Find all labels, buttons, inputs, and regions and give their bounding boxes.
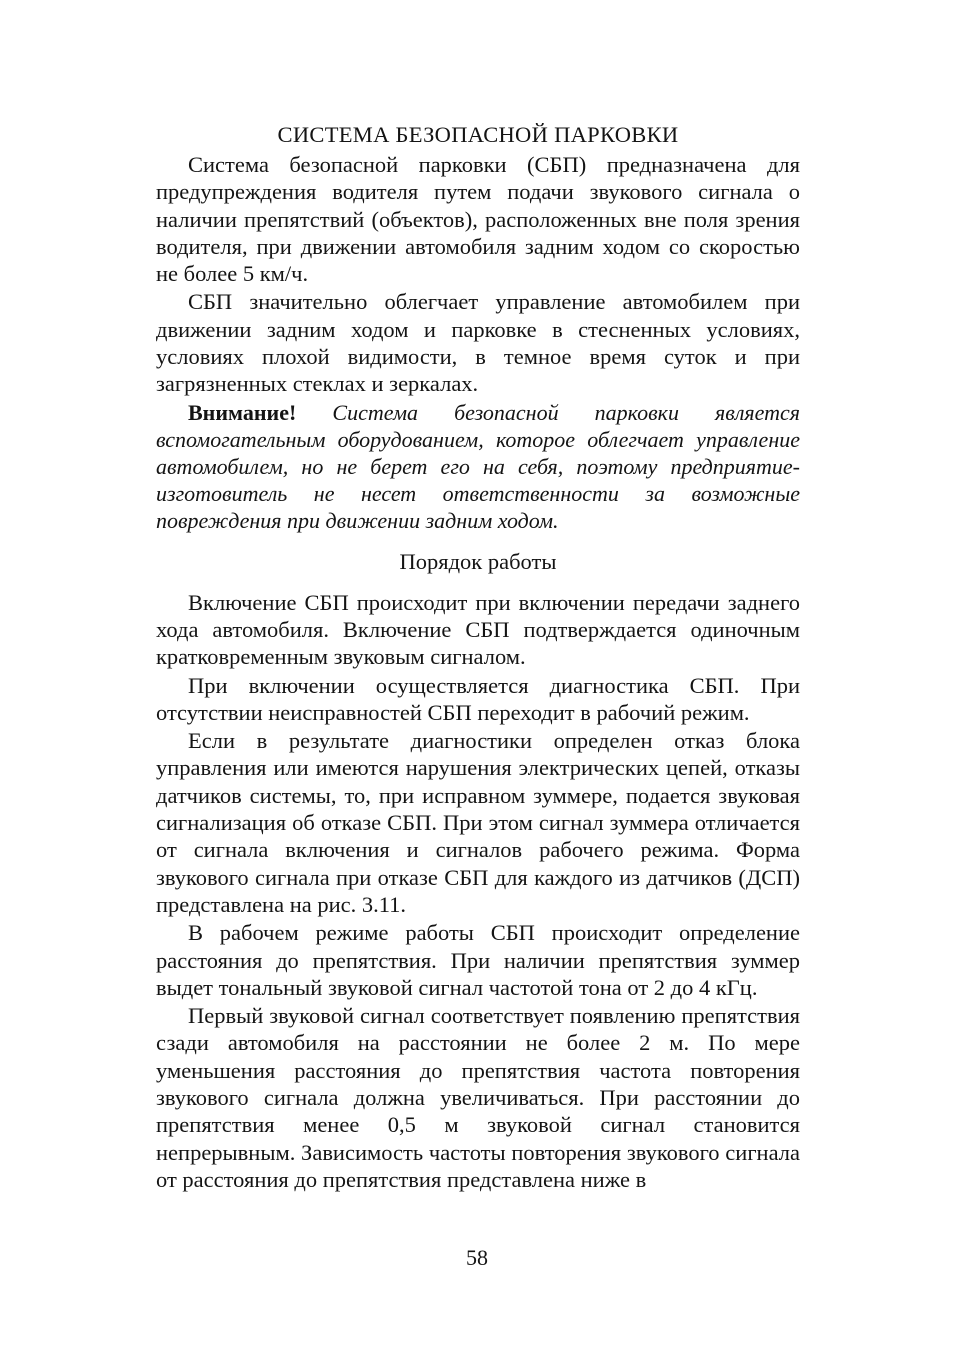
warning-paragraph (156, 399, 800, 535)
section-paragraph: Первый звуковой сигнал соответствует появлению препятствия сзади автомобиля на расстоянии не более 2 м. По мере уменьшения расстояния до препятствия частота повторения звукового сигнала должна увеличиваться. При расстоянии до препятствия менее 0,5 м звуковой сигнал становится непрерывным. Зависимость частоты повторения звукового сигнала от расстояния до препятствия представлена ниже в (156, 1003, 800, 1192)
warning-text: Система безопасной парковки является вспомогательным оборудованием, которое облегчает управление автомобилем, но не берет его на себя, поэтому предприятие-изготовитель не несет ответственности за возможные повреждения при движении задним ходом. (156, 399, 801, 534)
section-paragraph: При включении осуществляется диагностика СБП. При отсутствии неисправностей СБП переходит в рабочий режим. (156, 672, 800, 725)
warning-label: Внимание! (188, 399, 297, 425)
section-paragraph: Включение СБП происходит при включении передачи заднего хода автомобиля. Включение СБП подтверждается одиночным кратковременным звуковым сигналом. (156, 589, 800, 670)
page-title: СИСТЕМА БЕЗОПАСНОЙ ПАРКОВКИ (277, 122, 679, 147)
intro-paragraph: СБП значительно облегчает управление автомобилем при движении задним ходом и парковке в стесненных условиях, условиях плохой видимости, в темное время суток и при загрязненных стеклах и зеркалах. (156, 289, 800, 397)
section-paragraph: В рабочем режиме работы СБП происходит определение расстояния до препятствия. При наличии препятствия зуммер выдет тональный звуковой сигнал частотой тона от 2 до 4 кГц. (156, 920, 800, 1000)
section-heading: Порядок работы (399, 548, 557, 574)
intro-paragraph: Система безопасной парковки (СБП) предназначена для предупреждения водителя путем подачи звукового сигнала о наличии препятствий (объектов), расположенных вне поля зрения водителя, при движении автомобиля задним ходом со скоростью не более 5 км/ч. (156, 152, 800, 287)
page-body (156, 120, 800, 1193)
section-paragraph: Если в результате диагностики определен отказ блока управления или имеются нарушения электрических цепей, отказы датчиков системы, то, при исправном зуммере, подается звуковая сигнализация об отказе СБП. При этом сигнал зуммера отличается от сигнала включения и сигналов рабочего режима. Форма звукового сигнала при отказе СБП для каждого из датчиков (ДСП) представлена на рис. 3.11. (156, 728, 800, 917)
page-number: 58 (466, 1245, 488, 1270)
